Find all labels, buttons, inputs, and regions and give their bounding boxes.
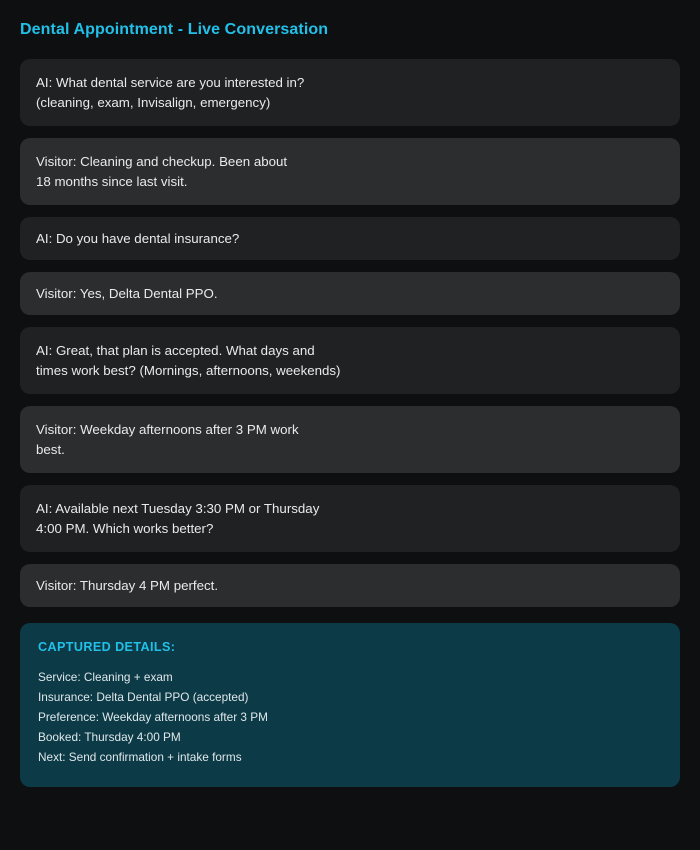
chat-bubble-line: Visitor: Cleaning and checkup. Been about <box>36 154 288 169</box>
chat-bubble-visitor <box>20 138 680 205</box>
chat-bubble-line: best. <box>36 442 65 457</box>
chat-bubble-visitor <box>20 406 680 473</box>
captured-details-row: Insurance: Delta Dental PPO (accepted) <box>38 690 249 704</box>
chat-bubble-line: Visitor: Thursday 4 PM perfect. <box>36 578 219 593</box>
chat-bubble-line: Visitor: Yes, Delta Dental PPO. <box>36 286 218 301</box>
captured-details-card <box>20 623 680 787</box>
chat-bubble-visitor <box>20 564 680 607</box>
chat-bubble-line: times work best? (Mornings, afternoons, weekends) <box>36 363 341 378</box>
captured-details-title: CAPTURED DETAILS: <box>38 640 176 654</box>
chat-bubble-visitor <box>20 272 680 315</box>
chat-bubble-ai <box>20 485 680 552</box>
chat-bubble-ai <box>20 217 680 260</box>
chat-bubble-line: Visitor: Weekday afternoons after 3 PM work <box>36 422 299 437</box>
chat-bubble-line: AI: Available next Tuesday 3:30 PM or Thursday <box>36 501 320 516</box>
chat-bubble-line: 4:00 PM. Which works better? <box>36 521 214 536</box>
chat-bubble-line: 18 months since last visit. <box>36 174 188 189</box>
chat-bubble-line: (cleaning, exam, Invisalign, emergency) <box>36 95 271 110</box>
chat-bubble-ai <box>20 59 680 126</box>
captured-details-row: Preference: Weekday afternoons after 3 PM <box>38 710 268 724</box>
chat-bubble-line: AI: Great, that plan is accepted. What days and <box>36 343 315 358</box>
captured-details-row: Booked: Thursday 4:00 PM <box>38 730 181 744</box>
captured-details-row: Service: Cleaning + exam <box>38 670 173 684</box>
captured-details-row: Next: Send confirmation + intake forms <box>38 750 242 764</box>
chat-bubble-line: AI: Do you have dental insurance? <box>36 231 240 246</box>
page-title: Dental Appointment - Live Conversation <box>20 21 329 38</box>
conversation-thread <box>20 59 680 619</box>
chat-bubble-line: AI: What dental service are you interested in? <box>36 75 305 90</box>
chat-bubble-ai <box>20 327 680 394</box>
